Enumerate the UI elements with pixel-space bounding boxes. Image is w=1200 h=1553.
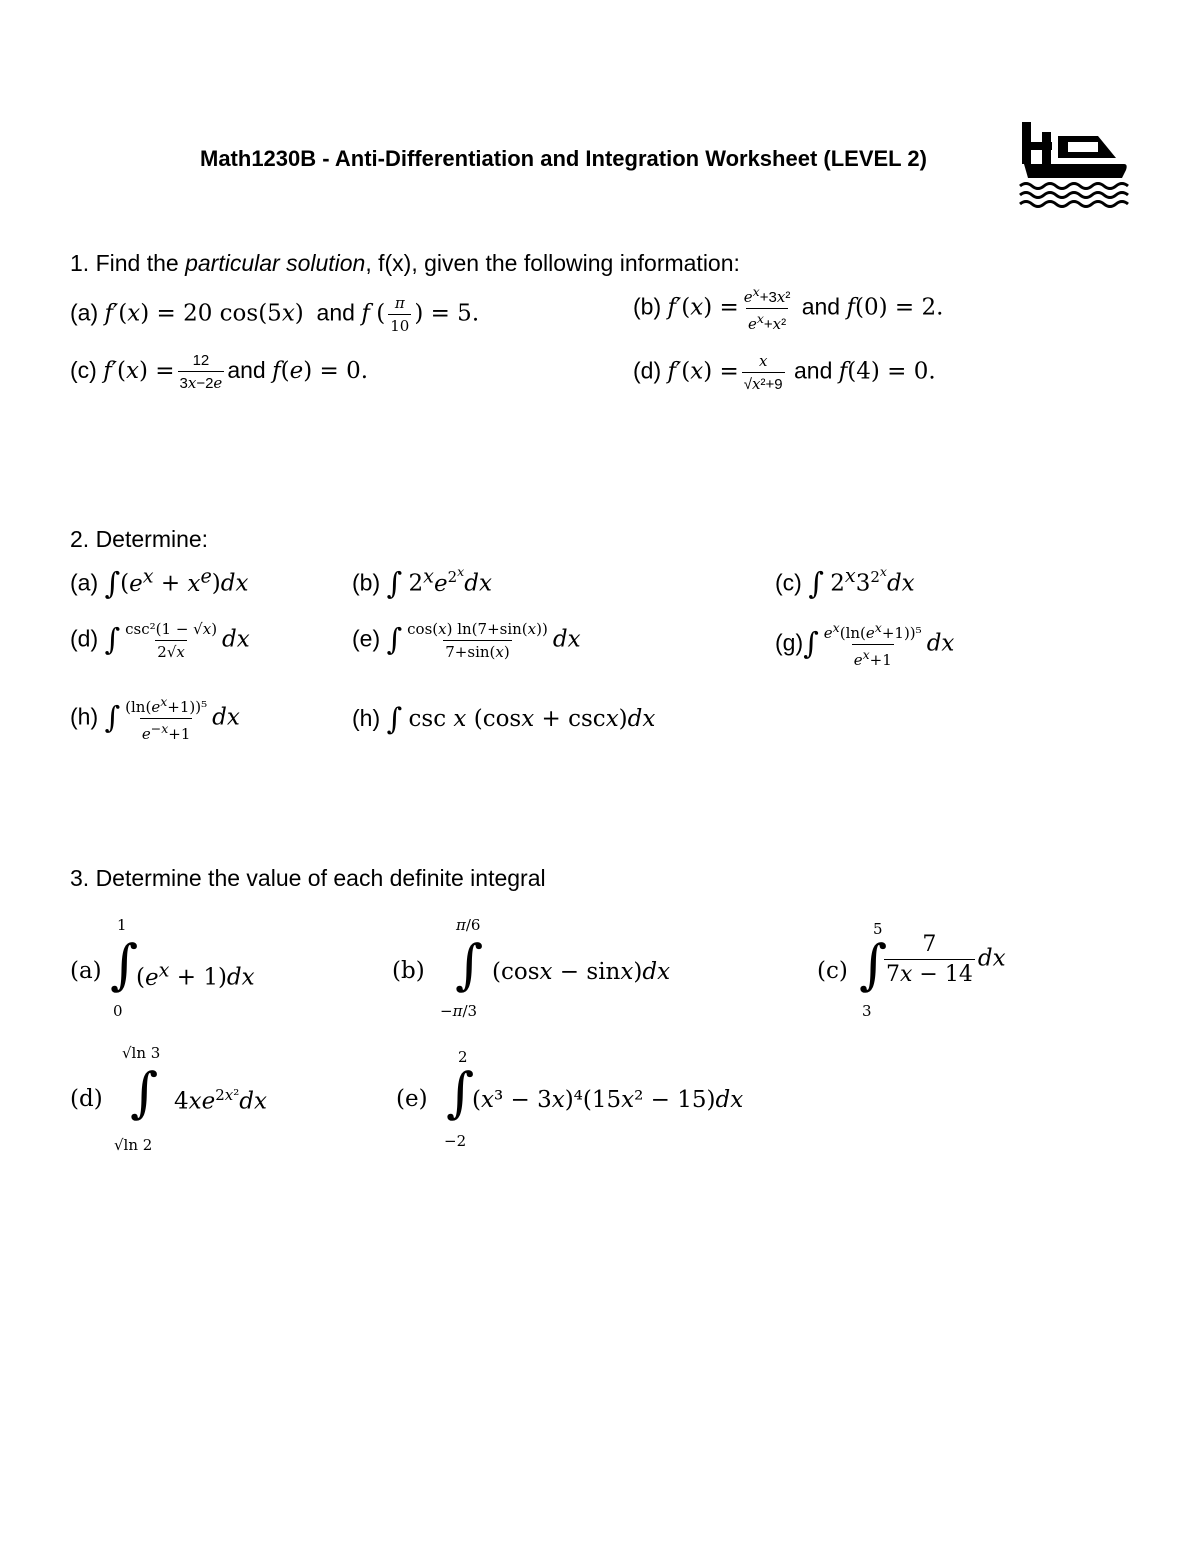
q2-heading: 2. Determine:	[70, 526, 209, 552]
logo-icon	[1018, 108, 1130, 216]
q3-a: 1 (a) ∫ 0 $(e^x + 1)dx$	[70, 916, 255, 1020]
q3-c: 5 (c) ∫ 3 $\frac{7}{7x - 14}$ dx	[817, 920, 1006, 1020]
q2-h1: (h) ∫ $\frac{(\ln(e^x+1))^5}{e^{-x}+1}$ dx	[70, 694, 240, 743]
q3-b: π/6 (b) ∫ −π/3 (cosx − sinx)dx	[392, 916, 671, 1020]
q3-heading: 3. Determine the value of each definite integral	[70, 865, 546, 891]
q2-b: (b) ∫ $2^xe^{2^x}dx$	[352, 564, 492, 602]
q1-d: (d) f′(x) = $\frac{x}{\text{√x²+9}}$ and f(4) = 0.	[633, 352, 936, 393]
q2-c: (c) ∫ $2^x3^{2^x}dx$	[775, 564, 915, 602]
page-title: Math1230B - Anti-Differentiation and Integration Worksheet (LEVEL 2)	[200, 146, 927, 171]
q3-e: 2 (e) ∫ −2 (x³ − 3x)⁴(15x² − 15)dx	[396, 1048, 744, 1150]
q3-d: √ln 3 (d) ∫ √ln 2 $4xe^{2x^2}dx$	[70, 1044, 267, 1154]
q2-a: (a) $\int(e^x + x^e)dx$	[70, 564, 249, 602]
q2-d: (d) ∫ $\frac{\text{csc²(1 − √x)}}{2√x}$ dx	[70, 620, 250, 661]
q2-h2: (h) ∫ csc x (cosx + cscx)dx	[352, 702, 656, 737]
q2-e: (e) ∫ $\frac{\cos(x) \ln(7+\sin(x))}{7+\sin(x)}$ dx	[352, 620, 581, 661]
q1-b: (b) f′(x) = $\frac{e^x+3x^2}{e^x+x^2}$ and f(0) = 2.	[633, 284, 944, 333]
q1-c: (c) f′(x) = $\frac{12}{3x-2e}$ and f(e) = 0.	[70, 352, 369, 392]
q1-intro: 1. Find the particular solution, f(x), given the following information:	[70, 250, 740, 276]
q1-a: (a) f′(x) = 20 cos(5x) and f ( $\frac{\pi}{10}$ ) = 5.	[70, 294, 480, 335]
q2-g: (g)∫ $\frac{e^x(\ln(e^x+1))^5}{e^x+1}$ dx	[775, 620, 955, 669]
